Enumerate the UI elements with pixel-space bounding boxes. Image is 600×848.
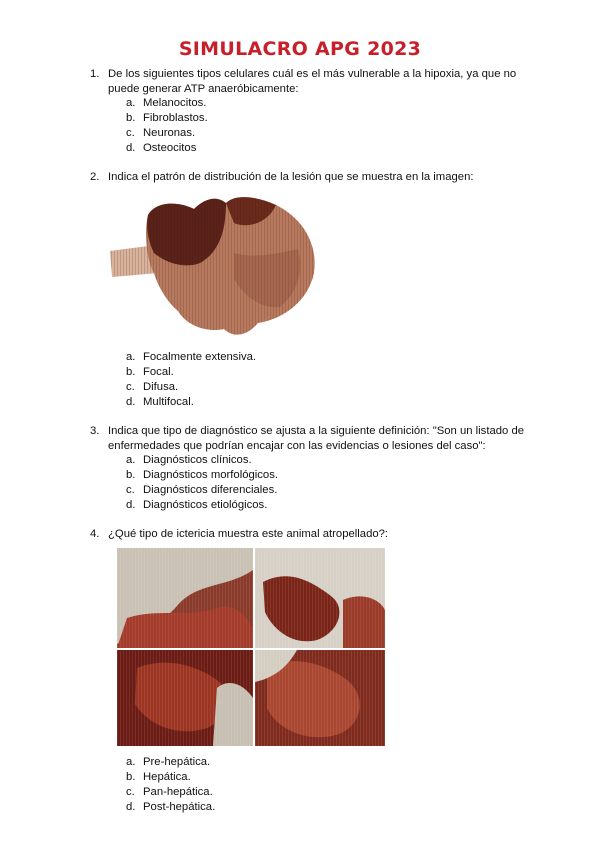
- question-1-options: [126, 96, 208, 156]
- question-number: 3.: [90, 425, 100, 437]
- question-text: Indica que tipo de diagnóstico se ajusta a la siguiente definición: "Son un listado de enfermedades que podrían encajar con las evidencias o lesiones del caso":: [108, 425, 525, 452]
- option-d[interactable]: d. Osteocitos: [126, 142, 197, 154]
- option-b[interactable]: b. Diagnósticos morfológicos.: [126, 469, 278, 481]
- option-c[interactable]: c. Neuronas.: [126, 127, 196, 139]
- option-b[interactable]: b. Hepática.: [126, 771, 191, 783]
- question-text: Indica el patrón de distribución de la lesión que se muestra en la imagen:: [108, 171, 474, 183]
- question-3-options: [126, 453, 278, 513]
- jaundice-collage-image: [117, 548, 385, 746]
- option-a[interactable]: a. Diagnósticos clínicos.: [126, 454, 252, 466]
- question-number: 2.: [90, 171, 100, 183]
- lung-lesion-image: [108, 193, 322, 343]
- question-text: ¿Qué tipo de ictericia muestra este animal atropellado?:: [108, 528, 389, 540]
- question-number: 1.: [90, 68, 100, 80]
- option-c[interactable]: c. Diagnósticos diferenciales.: [126, 484, 278, 496]
- question-4-options: [126, 755, 215, 815]
- question-number: 4.: [90, 528, 100, 540]
- option-d[interactable]: d. Diagnósticos etiológicos.: [126, 499, 268, 511]
- option-a[interactable]: a. Pre-hepática.: [126, 756, 211, 768]
- option-b[interactable]: b. Fibroblastos.: [126, 112, 208, 124]
- option-c[interactable]: c. Pan-hepática.: [126, 786, 213, 798]
- question-text: De los siguientes tipos celulares cuál es el más vulnerable a la hipoxia, ya que no puede generar ATP anaeróbicamente:: [108, 68, 517, 95]
- question-2-options: [126, 350, 256, 410]
- option-c[interactable]: c. Difusa.: [126, 381, 179, 393]
- option-d[interactable]: d. Multifocal.: [126, 396, 194, 408]
- page-title: SIMULACRO APG 2023: [178, 38, 422, 60]
- option-a[interactable]: a. Focalmente extensiva.: [126, 351, 257, 363]
- option-b[interactable]: b. Focal.: [126, 366, 174, 378]
- option-a[interactable]: a. Melanocitos.: [126, 97, 207, 109]
- option-d[interactable]: d. Post-hepática.: [126, 801, 216, 813]
